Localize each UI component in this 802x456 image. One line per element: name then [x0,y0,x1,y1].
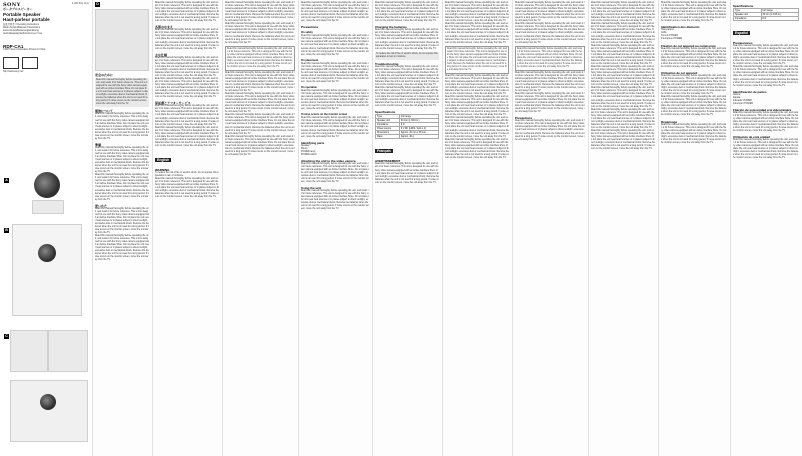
french-column-2 [512,0,588,456]
es-part-2: Zapata [733,96,741,99]
en-body-8: Read this manual thoroughly before operating the unit, and retain it for future reference. This unit is designed for use with the Sony video camera equipped with an Active Interface Shoe. Do not place the unit near heat sources or in places subject to direct sunlight, excessive dust or mechanical shock. Remove the batteries when the unit is not used for a long period. If noise occurs on the monitor screen, move the unit away from the TV. [375,2,439,23]
speaker-side-photo [32,200,64,214]
en-trouble-text: Read this manual thoroughly before operating the unit, and retain it for future reference. This unit is designed for use with the Sony video camera equipped with an Active Interface Shoe. Do not place the unit near heat sources or in places subject to direct sunlight, excessive dust or mechanical shock. Remove the batteries when the unit is not used for a long period. If noise occurs on the monitor screen, move the unit away from the TV. [375,65,439,87]
fr-body-1: Read this manual thoroughly before operating the unit, and retain it for future reference. This unit is designed for use with the Sony video camera equipped with an Active Interface Shoe. Do not place the unit near heat sources or in places subject to direct sunlight, excessive dust or mechanical shock. Remove the batteries when the unit is not used for a long period. If noise occurs on the monitor screen, move the unit away from the TV. [445,2,509,23]
manual-title-1: 取扱説明書 / Operating Instructions [3,23,39,26]
fr-trouble-text: Read this manual thoroughly before operating the unit, and retain it for future reference. This unit is designed for use with the Sony video camera equipped with an Active Interface Shoe. Do not place the unit near heat sources or in places subject to direct sunlight, excessive dust or mechanical shock. Remove the batteries when the unit is not used for a long period. If noise occurs on the monitor screen, move the unit away from the TV. [661,123,727,144]
spec-key: Dimensions [376,131,400,135]
product-title-fr: Haut-parleur portable [3,16,50,22]
en-placement-text: Read this manual thoroughly before operating the unit, and retain it for future reference. This unit is designed for use with the Sony video camera equipped with an Active Interface Shoe. Do not place the unit near heat sources or in places subject to direct sunlight, excessive dust or mechanical shock. Remove the batteries when the unit is not used for a long period. If noise occurs on the monitor screen, move the unit away from the TV. [301,62,369,83]
camera-photo-c2 [48,330,88,372]
fr-body-2: Read this manual thoroughly before operating the unit, and retain it for future reference. This unit is designed for use with the Sony video camera equipped with an Active Interface Shoe. Do not place the unit near heat sources or in places subject to direct sunlight, excessive dust or mechanical shock. Remove the batteries when the unit is not used for a long period. If noise occurs on the monitor screen, move the unit away from the TV. [445,23,509,44]
spec-key: Speaker unit [734,13,762,17]
fr-body-13: Read this manual thoroughly before operating the unit, and retain it for future reference. This unit is designed for use with the Sony video camera equipped with an Active Interface Shoe. Do not place the unit near heat sources or in places subject to direct sunlight, excessive dust or mechanical shock. Remove the batteries when the unit is not used for a long period. If noise occurs on the monitor screen, move the unit away from the TV. [591,44,655,65]
en-heading-precautions: Precautions [301,25,319,30]
en-safety-text: Read this manual thoroughly before operating the unit, and retain it for future reference. This unit is designed for use with the Sony video camera equipped with an Active Interface Shoe. Do not place the unit near heat sources or in places subject to direct sunlight, excessive dust or mechanical shock. Remove the batteries when the unit is not used for a long period. If noise occurs on the monitor screen, move the unit away from the TV. [301,35,369,56]
fr-body-18: Read this manual thoroughly before operating the unit, and retain it for future reference. This unit is designed for use with the Sony video camera equipped with an Active Interface Shoe. Do not place the unit near heat sources or in places subject to direct sunlight, excessive dust or mechanical shock. Remove the batteries when the unit is not used for a long period. If noise occurs on the monitor screen, move the unit away from the TV. [661,2,727,23]
fr-warning-text: Read this manual thoroughly before operating the unit, and retain it for future reference. This unit is designed for use with the Sony video camera equipped with an Active Interface Shoe. Do not place the unit near heat sources or in places subject to direct sunlight, excessive dust or mechanical shock. Remove the batteries when the unit is not used for a long period. If noise occurs on the monitor screen, move the unit away from the TV. [375,163,439,184]
jp-intro-text: Read this manual thoroughly before operating the unit, and retain it for future reference. This unit is designed for use with the Sony video camera equipped with an Active Interface Shoe. Do not place the unit near heat sources or in places subject to direct sunlight, excessive dust or mechanical shock. Remove the batteries when the unit is not used for a long period. If noise occurs on the monitor screen, move the unit away from the TV. [155,2,219,23]
en-heading-warning: WARNING [155,167,170,172]
cover-column [0,0,92,456]
en-body-3: Read this manual thoroughly before operating the unit, and retain it for future reference. This unit is designed for use with the Sony video camera equipped with an Active Interface Shoe. Do not place the unit near heat sources or in places subject to direct sunlight, excessive dust or mechanical shock. Remove the batteries when the unit is not used for a long period. If noise occurs on the monitor screen, move the unit away from the TV. [225,71,295,92]
spec-value: Full range [399,115,438,119]
table-row [734,17,799,21]
speaker-mounted-c [40,394,56,410]
website-url: http://www.sony.net/ [3,70,24,73]
fr-heading-parts: Identification des éléments [661,25,700,30]
spec-value: 8 Ω [399,123,438,127]
specs-table [375,114,439,139]
fr-precautions-text: Read this manual thoroughly before operating the unit, and retain it for future reference. This unit is designed for use with the Sony video camera equipped with an Active Interface Shoe. Do not place the unit near heat sources or in places subject to direct sunlight, excessive dust or mechanical shock. Remove the batteries when the unit is not used for a long period. If noise occurs on the monitor screen, move the unit away from the TV. [515,120,585,141]
fr-body-11: Read this manual thoroughly before operating the unit, and retain it for future reference. This unit is designed for use with the Sony video camera equipped with an Active Interface Shoe. Do not place the unit near heat sources or in places subject to direct sunlight, excessive dust or mechanical shock. Remove the batteries when the unit is not used for a long period. If noise occurs on the monitor screen, move the unit away from the TV. [591,2,655,23]
en-heading-operation: On operation [301,85,318,89]
spec-key: Speaker unit [376,119,400,123]
fr-body-12: Read this manual thoroughly before operating the unit, and retain it for future reference. This unit is designed for use with the Sony video camera equipped with an Active Interface Shoe. Do not place the unit near heat sources or in places subject to direct sunlight, excessive dust or mechanical shock. Remove the batteries when the unit is not used for a long period. If noise occurs on the monitor screen, move the unit away from the TV. [591,23,655,44]
jp-usage-text-2: Read this manual thoroughly before operating the unit, and retain it for future reference. This unit is designed for use with the Sony video camera equipped with an Active Interface Shoe. Do not place the unit near heat sources or in places subject to direct sunlight, excessive dust or mechanical shock. Remove the batteries when the unit is not used for a long period. If noise occurs on the monitor screen, move the unit away from the TV. [95,235,150,262]
brand-logo: SONY [3,2,21,8]
spec-key: Type [734,9,762,13]
en-heading-charging: Charging the batteries [375,25,407,30]
certification-logo [22,57,38,69]
figure-label-c: C [5,334,8,338]
jp-heading-warranty: 保証書とアフターサービス [155,101,191,106]
en-noise-text: Read this manual thoroughly before operating the unit, and retain it for future reference. This unit is designed for use with the Sony video camera equipped with an Active Interface Shoe. Do not place the unit near heat sources or in places subject to direct sunlight, excessive dust or mechanical shock. Remove the batteries when the unit is not used for a long period. If noise occurs on the monitor screen, move the unit away from the TV. [301,117,369,138]
fr-body-8: Read this manual thoroughly before operating the unit, and retain it for future reference. This unit is designed for use with the Sony video camera equipped with an Active Interface Shoe. Do not place the unit near heat sources or in places subject to direct sunlight, excessive dust or mechanical shock. Remove the batteries when the unit is not used for a long period. If noise occurs on the monitor screen, move the unit away from the TV. [515,23,585,44]
fr-body-4: Read this manual thoroughly before operating the unit, and retain it for future reference. This unit is designed for use with the Sony video camera equipped with an Active Interface Shoe. Do not place the unit near heat sources or in places subject to direct sunlight, excessive dust or mechanical shock. Remove the batteries when the unit is not used for a long period. If noise occurs on the monitor screen, move the unit away from the TV. [445,95,509,117]
camera-photo-c3 [10,380,88,442]
jp-warranty-text: Read this manual thoroughly before operating the unit, and retain it for future reference. This unit is designed for use with the Sony video camera equipped with an Active Interface Shoe. Do not place the unit near heat sources or in places subject to direct sunlight, excessive dust or mechanical shock. Remove the batteries when the unit is not used for a long period. If noise occurs on the monitor screen, move the unit away from the TV. [155,105,219,126]
french-column-4 [658,0,730,456]
es-part-3: Indicador POWER [733,99,752,102]
copyright: ©2007 Sony Corporation Printed in China [3,48,46,51]
spec-key: Mass [376,135,400,139]
en-body-5: Read this manual thoroughly before operating the unit, and retain it for future reference. This unit is designed for use with the Sony video camera equipped with an Active Interface Shoe. Do not place the unit near heat sources or in places subject to direct sunlight, excessive dust or mechanical shock. Remove the batteries when the unit is not used for a long period. If noise occurs on the monitor screen, move the unit away from the TV. [225,114,295,135]
fr-body-9: Read this manual thoroughly before operating the unit, and retain it for future reference. This unit is designed for use with the Sony video camera equipped with an Active Interface Shoe. Do not place the unit near heat sources or in places subject to direct sunlight, excessive dust or mechanical shock. Remove the batteries when the unit is not used for a long period. If noise occurs on the monitor screen, move the unit away from the TV. [515,71,585,92]
es-using-text: Read this manual thoroughly before operating the unit, and retain it for future reference. This unit is designed for use with the Sony video camera equipped with an Active Interface Shoe. Do not place the unit near heat sources or in places subject to direct sunlight, excessive dust or mechanical shock. Remove the batteries when the unit is not used for a long period. If noise occurs on the monitor screen, move the unit away from the TV. [733,139,799,160]
fr-body-17: Read this manual thoroughly before operating the unit, and retain it for future reference. This unit is designed for use with the Sony video camera equipped with an Active Interface Shoe. Do not place the unit near heat sources or in places subject to direct sunlight, excessive dust or mechanical shock. Remove the batteries when the unit is not used for a long period. If noise occurs on the monitor screen, move the unit away from the TV. [591,129,655,151]
fr-body-10: Read this manual thoroughly before operating the unit, and retain it for future reference. This unit is designed for use with the Sony video camera equipped with an Active Interface Shoe. Do not place the unit near heat sources or in places subject to direct sunlight, excessive dust or mechanical shock. Remove the batteries when the unit is not used for a long period. If noise occurs on the monitor screen, move the unit away from the TV. [515,92,585,114]
es-body-2: Read this manual thoroughly before operating the unit, and retain it for future reference. This unit is designed for use with the Sony video camera equipped with an Active Interface Shoe. Do not place the unit near heat sources or in places subject to direct sunlight, excessive dust or mechanical shock. Remove the batteries when the unit is not used for a long period. If noise occurs on the monitor screen, move the unit away from the TV. [733,66,799,87]
figure-label-b: B [5,228,8,232]
english-column-1 [222,0,298,456]
table-row [376,135,439,139]
en-attach-text: Read this manual thoroughly before operating the unit, and retain it for future reference. This unit is designed for use with the Sony video camera equipped with an Active Interface Shoe. Do not place the unit near heat sources or in places subject to direct sunlight, excessive dust or mechanical shock. Remove the batteries when the unit is not used for a long period. If noise occurs on the monitor screen, move the unit away from the TV. [301,162,369,184]
en-heading-parts: Identifying parts [301,140,325,145]
manual-title-2: Mode d'emploi/Manuel d'instructions [3,26,41,29]
en-body-1: Read this manual thoroughly before operating the unit, and retain it for future reference. This unit is designed for use with the Sony video camera equipped with an Active Interface Shoe. Do not place the unit near heat sources or in places subject to direct sunlight, excessive dust or mechanical shock. Remove the batteries when the unit is not used for a long period. If noise occurs on the monitor screen, move the unit away from the TV. [225,2,295,23]
lang-bar-french: Français [377,149,391,154]
jp-prep-text: Read this manual thoroughly before operating the unit, and retain it for future reference. This unit is designed for use with the Sony video camera equipped with an Active Interface Shoe. Do not place the unit near heat sources or in places subject to direct sunlight, excessive dust or mechanical shock. Remove the batteries when the unit is not used for a long period. If noise occurs on the monitor screen, move the unit away from the TV. [95,146,150,174]
es-part-1: Altavoz [733,93,741,96]
es-heading-parts: Identificación de partes [733,89,767,94]
fr-body-16: Read this manual thoroughly before operating the unit, and retain it for future reference. This unit is designed for use with the Sony video camera equipped with an Active Interface Shoe. Do not place the unit near heat sources or in places subject to direct sunlight, excessive dust or mechanical shock. Remove the batteries when the unit is not used for a long period. If noise occurs on the monitor screen, move the unit away from the TV. [591,108,655,129]
spec-value: 30 mm (1 3/16 in.) [761,13,798,17]
en-heading-using: Using the unit [301,186,321,191]
manual-title-4: Gebruiksaanwijzing/Istruzioni per l'uso [3,32,42,35]
es-heading-precautions: Precauciones [733,41,753,45]
fr-body-15: Read this manual thoroughly before operating the unit, and retain it for future reference. This unit is designed for use with the Sony video camera equipped with an Active Interface Shoe. Do not place the unit near heat sources or in places subject to direct sunlight, excessive dust or mechanical shock. Remove the batteries when the unit is not used for a long period. If noise occurs on the monitor screen, move the unit away from the TV. [591,87,655,108]
jp-warranty-text-2: Read this manual thoroughly before operating the unit, and retain it for future reference. This unit is designed for use with the Sony video camera equipped with an Active Interface Shoe. Do not place the unit near heat sources or in places subject to direct sunlight, excessive dust or mechanical shock. Remove the batteries when the unit is not used for a long period. If noise occurs on the monitor screen, move the unit away from the TV. [155,126,219,147]
fr-body-7: Read this manual thoroughly before operating the unit, and retain it for future reference. This unit is designed for use with the Sony video camera equipped with an Active Interface Shoe. Do not place the unit near heat sources or in places subject to direct sunlight, excessive dust or mechanical shock. Remove the batteries when the unit is not used for a long period. If noise occurs on the monitor screen, move the unit away from the TV. [515,2,585,23]
jp-prep-text-2: Read this manual thoroughly before operating the unit, and retain it for future reference. This unit is designed for use with the Sony video camera equipped with an Active Interface Shoe. Do not place the unit near heat sources or in places subject to direct sunlight, excessive dust or mechanical shock. Remove the batteries when the unit is not used for a long period. If noise occurs on the monitor screen, move the unit away from the TV. [95,174,150,201]
recycle-logo [3,57,19,69]
spec-key: Type [376,115,400,119]
fr-heading-warning: AVERTISSEMENT [375,159,401,164]
en-heading-attach: Attaching the unit to the video camera [301,158,356,163]
jp-safety-text: Read this manual thoroughly before operating the unit, and retain it for future reference. This unit is designed for use with the Sony video camera equipped with an Active Interface Shoe. Do not place the unit near heat sources or in places subject to direct sunlight, excessive dust or mechanical shock. Remove the batteries when the unit is not used for a long period. If noise occurs on the monitor screen, move the unit away from the TV. [95,78,149,107]
en-part-3: POWER lamp [301,150,316,153]
spec-key: Impedance [376,123,400,127]
fr-heading-precautions: Précautions [515,116,533,121]
english-column-3 [372,0,442,456]
en-body-2: Read this manual thoroughly before operating the unit, and retain it for future reference. This unit is designed for use with the Sony video camera equipped with an Active Interface Shoe. Do not place the unit near heat sources or in places subject to direct sunlight, excessive dust or mechanical shock. Remove the batteries when the unit is not used for a long period. If noise occurs on the monitor screen, move the unit away from the TV. [225,23,295,44]
japanese-column-2 [152,0,222,456]
jp-heading-specs: 主な仕様 [155,52,168,57]
en-heading-safety: On safety [301,31,313,35]
jp-usage-text: Read this manual thoroughly before operating the unit, and retain it for future reference. This unit is designed for use with the Sony video camera equipped with an Active Interface Shoe. Do not place the unit near heat sources or in places subject to direct sunlight, excessive dust or mechanical shock. Remove the batteries when the unit is not used for a long period. If noise occurs on the monitor screen, move the unit away from the TV. [95,207,150,235]
jp-specs-text-2: Read this manual thoroughly before operating the unit, and retain it for future reference. This unit is designed for use with the Sony video camera equipped with an Active Interface Shoe. Do not place the unit near heat sources or in places subject to direct sunlight, excessive dust or mechanical shock. Remove the batteries when the unit is not used for a long period. If noise occurs on the monitor screen, move the unit away from the TV. [155,77,219,99]
model-number: RDP-CA1 [3,43,24,49]
fr-part-2: Griffe [661,32,667,35]
fr-heading-trouble: Dépannage [661,119,678,124]
es-heading-attach: Fijación de esta unidad a la videocámara [733,107,792,112]
lang-bar-spanish: Español [735,31,749,35]
spec-value: Approx. 40 g [399,135,438,139]
spanish-column-1 [730,0,802,456]
fr-battery-note: Read this manual thoroughly before operating the unit, and retain it for future reference. This unit is designed for use with the Sony video camera equipped with an Active Interface Shoe. Do not place the unit near heat sources or in places subject to direct sunlight, excessive dust or mechanical shock. Remove the batteries when the unit is not used for a long period. If noise occurs on the monitor screen, move the unit away from the TV. [515,46,585,71]
en-intro-text: Read this manual thoroughly before operating the unit, and retain it for future reference. This unit is designed for use with the Sony video camera equipped with an Active Interface Shoe. Do not place the unit near heat sources or in places subject to direct sunlight, excessive dust or mechanical shock. Remove the batteries when the unit is not used for a long period. If noise occurs on the monitor screen, move the unit away from the TV. [155,178,219,199]
en-body-4: Read this manual thoroughly before operating the unit, and retain it for future reference. This unit is designed for use with the Sony video camera equipped with an Active Interface Shoe. Do not place the unit near heat sources or in places subject to direct sunlight, excessive dust or mechanical shock. Remove the batteries when the unit is not used for a long period. If noise occurs on the monitor screen, move the unit away from the TV. [225,92,295,114]
fr-part-1: Haut-parleur [661,29,674,32]
en-operation-text: Read this manual thoroughly before operating the unit, and retain it for future reference. This unit is designed for use with the Sony video camera equipped with an Active Interface Shoe. Do not place the unit near heat sources or in places subject to direct sunlight, excessive dust or mechanical shock. Remove the batteries when the unit is not used for a long period. If noise occurs on the monitor screen, move the unit away from the TV. [301,89,369,111]
product-code: 4-288-594-11(1) [71,2,89,5]
camera-mount-photo-d [95,9,149,71]
jp-specs-text: Read this manual thoroughly before operating the unit, and retain it for future reference. This unit is designed for use with the Sony video camera equipped with an Active Interface Shoe. Do not place the unit near heat sources or in places subject to direct sunlight, excessive dust or mechanical shock. Remove the batteries when the unit is not used for a long period. If noise occurs on the monitor screen, move the unit away from the TV. [155,56,219,77]
spec-key: Impedance [734,17,762,21]
english-column-2 [298,0,372,456]
en-disposal-note: Read this manual thoroughly before operating the unit, and retain it for future reference. This unit is designed for use with the Sony video camera equipped with an Active Interface Shoe. Do not place the unit near heat sources or in places subject to direct sunlight, excessive dust or mechanical shock. Remove the batteries when the unit is not used for a long period. If noise occurs on the monitor screen, move the unit away from the TV. [225,46,295,71]
en-charging-text: Read this manual thoroughly before operating the unit, and retain it for future reference. This unit is designed for use with the Sony video camera equipped with an Active Interface Shoe. Do not place the unit near heat sources or in places subject to direct sunlight, excessive dust or mechanical shock. Remove the batteries when the unit is not used for a long period. If noise occurs on the monitor screen, move the unit away from the TV. [375,29,439,50]
spec-value: 8 Ω [761,17,798,21]
figure-label-d: D [96,2,99,6]
jp-heading-battery: 電池について [95,109,113,114]
en-part-2: Mount [301,147,308,150]
product-title-en: Portable Speaker [3,11,41,17]
fr-specs-table [733,8,799,21]
jp-heading-parts: 各部のなまえ [155,25,174,30]
es-part-4: Interruptor POWER [733,102,753,105]
fr-part-4: Interrupteur POWER [661,38,683,41]
en-warning-text: To reduce the risk of fire or electric shock, do not expose this apparatus to rain or moisture. [155,171,219,178]
lang-bar-english: English [157,157,170,162]
en-part-4: POWER switch [301,153,317,156]
japanese-column-1 [92,0,152,456]
en-heading-specs: Specifications [375,110,396,115]
camera-photo-c1 [10,330,48,372]
fr-attach-text: Read this manual thoroughly before operating the unit, and retain it for future reference. This unit is designed for use with the Sony video camera equipped with an Active Interface Shoe. Do not place the unit near heat sources or in places subject to direct sunlight, excessive dust or mechanical shock. Remove the batteries when the unit is not used for a long period. If noise occurs on the monitor screen, move the unit away from the TV. [661,47,727,68]
es-body-1: Read this manual thoroughly before operating the unit, and retain it for future reference. This unit is designed for use with the Sony video camera equipped with an Active Interface Shoe. Do not place the unit near heat sources or in places subject to direct sunlight, excessive dust or mechanical shock. Remove the batteries when the unit is not used for a long period. If noise occurs on the monitor screen, move the unit away from the TV. [733,45,799,66]
speaker-mounted-b [38,244,56,262]
figure-label-a: A [5,178,8,182]
spec-value: Approx. 40 mm x 38 mm [399,131,438,135]
fr-heading-specs: Spécifications [733,4,754,8]
en-heading-trouble: Troubleshooting [375,61,399,66]
fr-using-text-2: Read this manual thoroughly before operating the unit, and retain it for future reference. This unit is designed for use with the Sony video camera equipped with an Active Interface Shoe. Do not place the unit near heat sources or in places subject to direct sunlight, excessive dust or mechanical shock. Remove the batteries when the unit is not used for a long period. If noise occurs on the monitor screen, move the unit away from the TV. [661,96,727,117]
spec-key: Power source [376,127,400,131]
product-title-jp: ポータブルスピーカー [3,7,33,11]
fr-disposal-note: Read this manual thoroughly before operating the unit, and retain it for future reference. This unit is designed for use with the Sony video camera equipped with an Active Interface Shoe. Do not place the unit near heat sources or in places subject to direct sunlight, excessive dust or mechanical shock. Remove the batteries when the unit is not used for a long period. If noise occurs on the monitor screen, move the unit away from the TV. [445,46,509,74]
camera-illustration-b [12,224,82,316]
jp-parts-text: Read this manual thoroughly before operating the unit, and retain it for future reference. This unit is designed for use with the Sony video camera equipped with an Active Interface Shoe. Do not place the unit near heat sources or in places subject to direct sunlight, excessive dust or mechanical shock. Remove the batteries when the unit is not used for a long period. If noise occurs on the monitor screen, move the unit away from the TV. [155,29,219,50]
french-column-3 [588,0,658,456]
en-body-6: Read this manual thoroughly before operating the unit, and retain it for future reference. This unit is designed for use with the Sony video camera equipped with an Active Interface Shoe. Do not place the unit near heat sources or in places subject to direct sunlight, excessive dust or mechanical shock. Remove the batteries when the unit is not used for a long period. If noise occurs on the monitor screen, move the unit away from the TV. [225,135,295,156]
spec-value: 30 mm (1 3/16 in.) [399,119,438,123]
en-caution-box: To reduce the risk of fire or electric shock, do not expose this apparatus to rain or moisture. [375,52,439,60]
es-heading-using: Utilización de esta unidad [733,135,770,140]
jp-battery-text: Read this manual thoroughly before operating the unit, and retain it for future reference. This unit is designed for use with the Sony video camera equipped with an Active Interface Shoe. Do not place the unit near heat sources or in places subject to direct sunlight, excessive dust or mechanical shock. Remove the batteries when the unit is not used for a long period. If noise occurs on the monitor screen, move the unit away from the TV. [95,113,150,140]
es-attach-text: Read this manual thoroughly before operating the unit, and retain it for future reference. This unit is designed for use with the Sony video camera equipped with an Active Interface Shoe. Do not place the unit near heat sources or in places subject to direct sunlight, excessive dust or mechanical shock. Remove the batteries when the unit is not used for a long period. If noise occurs on the monitor screen, move the unit away from the TV. [733,111,799,133]
en-trouble-text-2: Read this manual thoroughly before operating the unit, and retain it for future reference. This unit is designed for use with the Sony video camera equipped with an Active Interface Shoe. Do not place the unit near heat sources or in places subject to direct sunlight, excessive dust or mechanical shock. Remove the batteries when the unit is not used for a long period. If noise occurs on the monitor screen, move the unit away from the TV. [375,87,439,108]
fr-part-3: Témoin POWER [661,35,678,38]
fr-body-5: Read this manual thoroughly before operating the unit, and retain it for future reference. This unit is designed for use with the Sony video camera equipped with an Active Interface Shoe. Do not place the unit near heat sources or in places subject to direct sunlight, excessive dust or mechanical shock. Remove the batteries when the unit is not used for a long period. If noise occurs on the monitor screen, move the unit away from the TV. [445,117,509,138]
fr-body-6: Read this manual thoroughly before operating the unit, and retain it for future reference. This unit is designed for use with the Sony video camera equipped with an Active Interface Shoe. Do not place the unit near heat sources or in places subject to direct sunlight, excessive dust or mechanical shock. Remove the batteries when the unit is not used for a long period. If noise occurs on the monitor screen, move the unit away from the TV. [445,138,509,159]
speaker-illustration-a [34,172,60,198]
jp-heading-safety: 安全のために [95,73,114,77]
spec-value: Full range [761,9,798,13]
en-using-text: Read this manual thoroughly before operating the unit, and retain it for future reference. This unit is designed for use with the Sony video camera equipped with an Active Interface Shoe. Do not place the unit near heat sources or in places subject to direct sunlight, excessive dust or mechanical shock. Remove the batteries when the unit is not used for a long period. If noise occurs on the monitor screen, move the unit away from the TV. [301,190,369,211]
jp-heading-prep: 準備 [95,142,102,147]
en-body-7: Read this manual thoroughly before operating the unit, and retain it for future reference. This unit is designed for use with the Sony video camera equipped with an Active Interface Shoe. Do not place the unit near heat sources or in places subject to direct sunlight, excessive dust or mechanical shock. Remove the batteries when the unit is not used for a long period. If noise occurs on the monitor screen, move the unit away from the TV. [301,2,369,23]
fr-using-text: Read this manual thoroughly before operating the unit, and retain it for future reference. This unit is designed for use with the Sony video camera equipped with an Active Interface Shoe. Do not place the unit near heat sources or in places subject to direct sunlight, excessive dust or mechanical shock. Remove the batteries when the unit is not used for a long period. If noise occurs on the monitor screen, move the unit away from the TV. [661,74,727,96]
french-column-1 [442,0,512,456]
en-heading-noise: If noise occurs on the monitor screen [301,113,348,117]
en-part-1: Speaker [301,144,310,147]
fr-heading-using: Utilisation de cet appareil [661,70,698,75]
en-heading-placement: On placement [301,58,319,62]
jp-heading-usage: 使いかた [95,203,108,208]
fr-body-14: Read this manual thoroughly before operating the unit, and retain it for future reference. This unit is designed for use with the Sony video camera equipped with an Active Interface Shoe. Do not place the unit near heat sources or in places subject to direct sunlight, excessive dust or mechanical shock. Remove the batteries when the unit is not used for a long period. If noise occurs on the monitor screen, move the unit away from the TV. [591,65,655,87]
fr-body-3: Read this manual thoroughly before operating the unit, and retain it for future reference. This unit is designed for use with the Sony video camera equipped with an Active Interface Shoe. Do not place the unit near heat sources or in places subject to direct sunlight, excessive dust or mechanical shock. Remove the batteries when the unit is not used for a long period. If noise occurs on the monitor screen, move the unit away from the TV. [445,74,509,95]
spec-value: 3 V DC (LR03 / AAA x 2) [399,127,438,131]
fr-heading-attach: Fixation de cet appareil au caméscope [661,43,716,48]
manual-title-3: Instrucciones/Bedienungsanleitung [3,29,39,32]
